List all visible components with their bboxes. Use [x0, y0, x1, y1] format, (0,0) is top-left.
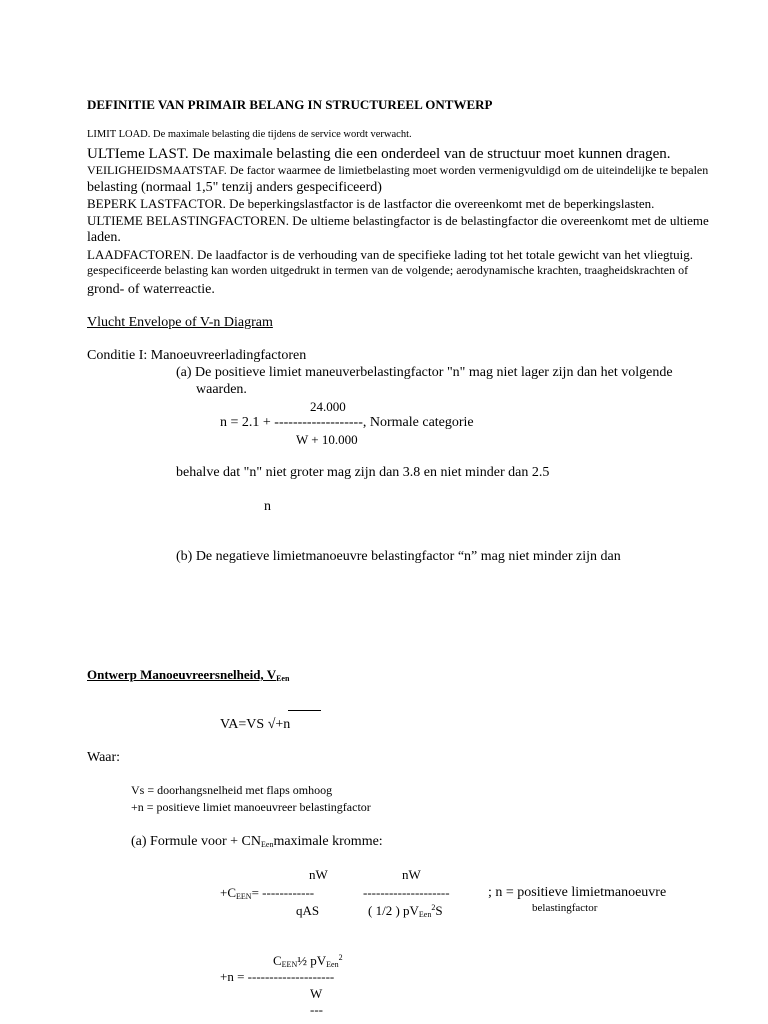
definition-ultimate-factor-line2: laden. [87, 230, 121, 245]
formula2-denominator1: qAS [296, 903, 320, 918]
definition-load-factor-line1: LAADFACTOREN. De laadfactor is de verhouding van de specifieke lading tot het totale gewicht van het vliegtuig. [87, 247, 694, 262]
formula2-lhs: $+C_{EEN}=$ ------------ [220, 885, 315, 901]
definition-ultimate-factor-line1: ULTIEME BELASTINGFACTOREN. De ultieme belastingfactor is de belastingfactor die overeenkomt met de ultieme [87, 213, 709, 228]
formula3-dash: --- [310, 1002, 323, 1017]
va-formula: VA=VS √+n [220, 717, 291, 732]
definition-safety-factor-line1: VEILIGHEIDSMAATSTAF. De factor waarmee de limietbelasting moet worden vermenigvuldigd om de uiteindelijke te bepalen [87, 163, 709, 177]
definition-limit-load: LIMIT LOAD. De maximale belasting die tijdens de service wordt verwacht. [87, 129, 412, 140]
item-b: (b) De negatieve limietmanoeuvre belastingfactor “n” mag niet minder zijn dan [176, 549, 621, 564]
formula-a-label: (a) Formule voor + $CN_{Een}maximale$ kromme: [131, 834, 383, 849]
n-definition: +n = positieve limiet manoeuvreer belastingfactor [131, 800, 371, 814]
vn-diagram-heading: Vlucht Envelope of V-n Diagram [87, 315, 273, 330]
design-speed-heading: Ontwerp Manoeuvreersnelheid, $V_{Een}$ [87, 667, 290, 683]
item-a-line2: waarden. [196, 382, 247, 397]
definition-ultimate-load: ULTIeme LAST. De maximale belasting die een onderdeel van de structuur moet kunnen dragen. [87, 146, 671, 162]
definition-load-factor-line2: gespecificeerde belasting kan worden uitgedrukt in termen van de volgende; aerodynamische krachten, traagheidskrachten of [87, 263, 689, 277]
item-a-line1: (a) De positieve limiet maneuverbelastingfactor "n" mag niet lager zijn dan het volgende [176, 365, 673, 380]
condition-heading: Conditie I: Manoeuvreerladingfactoren [87, 348, 307, 363]
formula1-numerator: 24.000 [310, 399, 346, 414]
page-title: DEFINITIE VAN PRIMAIR BELANG IN STRUCTUREEL ONTWERP [87, 97, 493, 112]
formula2-numerator1: nW [309, 867, 328, 882]
sqrt-overline [288, 710, 321, 711]
formula2-condition: ; n = positieve limietmanoeuvre [488, 885, 667, 900]
definition-limit-factor: BEPERK LASTFACTOR. De beperkingslastfactor is de lastfactor die overeenkomt met de beperkingslasten. [87, 196, 655, 211]
except-text: behalve dat "n" niet groter mag zijn dan 3.8 en niet minder dan 2.5 [176, 465, 550, 480]
formula2-dashes: -------------------- [363, 885, 450, 900]
n-label: n [264, 499, 271, 514]
formula3-denominator: W [310, 986, 323, 1001]
formula2-denominator2: ( 1/2 ) $pV_{Een}^2S$ [368, 903, 443, 919]
formula3-expression: +n = -------------------- [220, 969, 335, 984]
formula2-side-label: belastingfactor [532, 902, 598, 914]
definition-safety-factor-line2: belasting (normaal 1,5" tenzij anders gespecificeerd) [87, 180, 382, 195]
waar-label: Waar: [87, 750, 121, 765]
formula2-numerator2: nW [402, 867, 421, 882]
definition-load-factor-line3: grond- of waterreactie. [87, 282, 215, 297]
formula3-numerator: $C_{EEN}\frac{1}{2}$ $pV_{Een}^2$ [273, 953, 343, 969]
vs-definition: Vs = doorhangsnelheid met flaps omhoog [131, 783, 333, 797]
formula1-expression: n = 2.1 + -------------------, Normale categorie [220, 415, 474, 430]
formula1-denominator: W + 10.000 [296, 432, 358, 447]
